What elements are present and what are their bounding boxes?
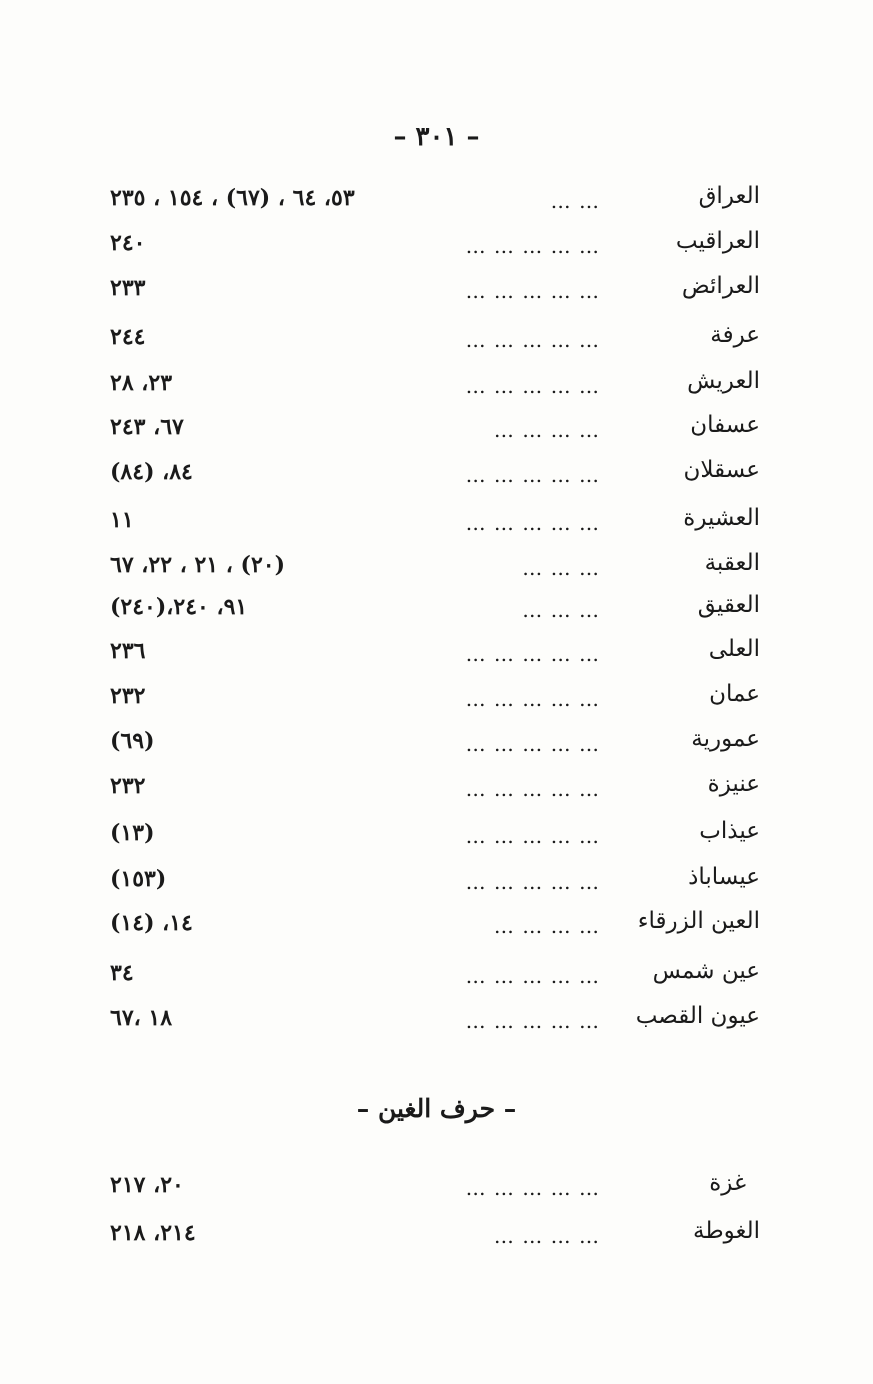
index-entry [110, 273, 760, 313]
index-entry [110, 322, 760, 362]
page-references: ٦٧، ٢٤٣ [110, 414, 184, 440]
leader-dots: … … … … … [465, 1176, 600, 1200]
leader-dots: … … … … … [465, 687, 600, 711]
leader-dots: … … … … [493, 1224, 600, 1248]
page-references: ٢١٤، ٢١٨ [110, 1220, 196, 1246]
index-entry [110, 771, 760, 811]
page-references: ٢٣٢ [110, 683, 146, 709]
page-references: ٢٠، ٢١٧ [110, 1172, 184, 1198]
place-name: عيساباذ [688, 864, 760, 890]
page-references: ٣٤ [110, 960, 134, 986]
place-name: الغوطة [692, 1218, 760, 1244]
place-name: عرفة [710, 322, 760, 348]
index-entry [110, 864, 760, 904]
index-entry [110, 1170, 760, 1210]
place-name: عسفان [690, 412, 760, 438]
place-name: عمان [709, 681, 760, 707]
leader-dots: … … … … … [465, 642, 600, 666]
leader-dots: … … [550, 189, 600, 213]
place-name: العقيق [697, 592, 760, 618]
page-references: ٢٣٢ [110, 773, 146, 799]
page-references: ١١ [110, 507, 134, 533]
leader-dots: … … … … … [465, 463, 600, 487]
place-name: العقبة [704, 550, 760, 576]
index-entry [110, 183, 760, 223]
page-references: ١٤، (١٤) [110, 910, 193, 936]
page-number: – ٣٠١ – [393, 122, 480, 152]
page-references: ٨٤، (٨٤) [110, 459, 193, 485]
place-name: العشيرة [683, 505, 760, 531]
index-entry [110, 592, 760, 632]
leader-dots: … … … … … [465, 870, 600, 894]
leader-dots: … … … … … [465, 328, 600, 352]
place-name: غزة [709, 1170, 746, 1196]
index-entry [110, 550, 760, 590]
page-references: ٢٣٣ [110, 275, 146, 301]
place-name: عسقلان [683, 457, 760, 483]
page-references: (٢٠) ، ٢١ ، ٢٢، ٦٧ [110, 552, 285, 578]
leader-dots: … … … … … [465, 732, 600, 756]
place-name: عين شمس [652, 958, 760, 984]
place-name: العراقيب [675, 228, 760, 254]
leader-dots: … … … [522, 598, 600, 622]
index-entry [110, 1218, 760, 1258]
place-name: عيون القصب [635, 1003, 760, 1029]
index-entry [110, 228, 760, 268]
index-entry [110, 457, 760, 497]
index-entry [110, 1003, 760, 1043]
index-entry [110, 505, 760, 545]
page-references: (١٣) [110, 820, 155, 846]
place-name: عنيزة [707, 771, 760, 797]
leader-dots: … … … … … [465, 511, 600, 535]
leader-dots: … … … … … [465, 777, 600, 801]
index-entry [110, 681, 760, 721]
leader-dots: … … … … [493, 914, 600, 938]
index-entry [110, 726, 760, 766]
place-name: العين الزرقاء [637, 908, 760, 934]
leader-dots: … … … [522, 556, 600, 580]
place-name: العراق [698, 183, 760, 209]
place-name: عيذاب [699, 818, 760, 844]
index-entry [110, 908, 760, 948]
place-name: العرائض [681, 273, 760, 299]
leader-dots: … … … … … [465, 1009, 600, 1033]
leader-dots: … … … … [493, 418, 600, 442]
page-references: (١٥٣) [110, 866, 167, 892]
place-name: العلى [708, 636, 760, 662]
index-entry [110, 818, 760, 858]
leader-dots: … … … … … [465, 824, 600, 848]
leader-dots: … … … … … [465, 279, 600, 303]
index-entry [110, 368, 760, 408]
index-entry [110, 412, 760, 452]
page-references: ٩١، ٢٤٠،(٢٤٠) [110, 594, 248, 620]
place-name: عمورية [691, 726, 760, 752]
place-name: العريش [687, 368, 760, 394]
index-entry [110, 958, 760, 998]
leader-dots: … … … … … [465, 374, 600, 398]
page-references: ٥٣، ٦٤ ، (٦٧) ، ١٥٤ ، ٢٣٥ [110, 185, 355, 211]
page-references: ١٨ ،٦٧ [110, 1005, 173, 1031]
page-references: ٢٤٠ [110, 230, 146, 256]
leader-dots: … … … … … [465, 234, 600, 258]
index-entry [110, 636, 760, 676]
section-heading: – حرف الغين – [356, 1094, 517, 1123]
page-references: (٦٩) [110, 728, 155, 754]
page-references: ٢٣، ٢٨ [110, 370, 173, 396]
leader-dots: … … … … … [465, 964, 600, 988]
page-references: ٢٤٤ [110, 324, 146, 350]
page-references: ٢٣٦ [110, 638, 146, 664]
